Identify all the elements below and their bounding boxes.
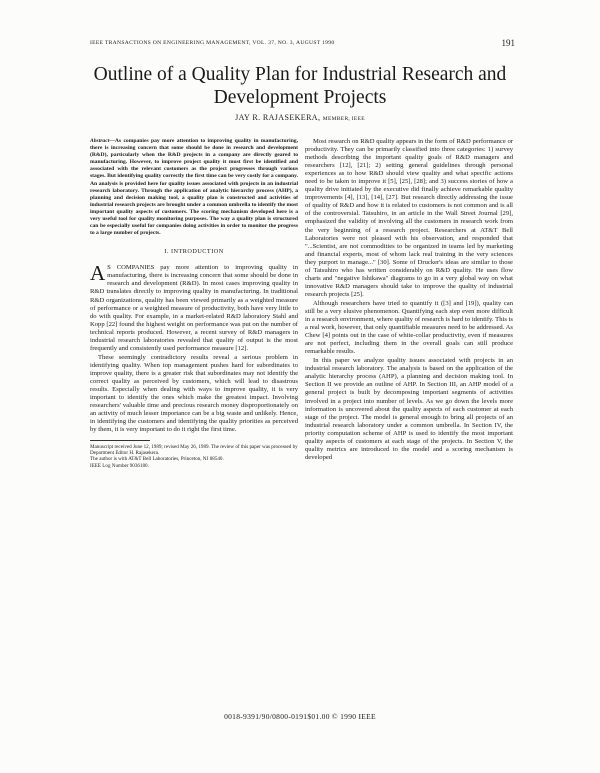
intro-paragraph-1 — [90, 261, 298, 353]
footnote-line-2: The author is with AT&T Bell Laboratories, Princeton, NJ 08540. — [90, 456, 224, 463]
running-head: IEEE TRANSACTIONS ON ENGINEERING MANAGEMENT, VOL. 37, NO. 3, AUGUST 1990 — [90, 40, 335, 46]
footnote-divider — [90, 440, 150, 441]
abstract-lead: Abstract — [90, 138, 110, 144]
paper-title: Outline of a Quality Plan for Industrial Research and Development Projects — [93, 64, 507, 108]
body-paragraph-3: In this paper we analyze quality issues associated with projects in an industrial research laboratory. The analysis is based on the application of the analytic hierarchy process (AHP), a planning and decision making tool. In Section II we provide an outline of AHP. In Section III, an AHP model of a general project is built by decomposing important segments of activities involved in a project into number of levels. As we go down the levels more information is uncovered about the quality aspects of each customer at each stage of the project. The model is general enough to bring all projects of an industrial research laboratory under a common umbrella. In Section IV, the priority computation scheme of AHP is used to identify the most important quality aspects of customers at each stage of the projects. In Section V, the quality metrics are introduced to the model and a scoring mechanism is developed — [305, 357, 513, 461]
section-heading: I. INTRODUCTION — [164, 248, 224, 256]
footnote-line-1: Manuscript received June 12, 1989; revised May 26, 1989. The review of this paper was processed by Department Editor H. Rajasekera. — [90, 444, 298, 457]
page-number: 191 — [501, 38, 515, 48]
abstract-text: —As companies pay more attention to improving quality in manufacturing, there is increasing concern that some should be done in research and development (R&D), particularly when the R&D projects in a company are directly geared to manufacturing. However, to improve project quality it must first be identified and associated with the relevant customers as the project progresses through various stages. But identifying quality correctly the first time can be very costly for a company. An analysis is provided here for quality issues associated with projects in an industrial research laboratory. Through the application of analytic hierarchy process (AHP), a planning and decision making tool, a quality plan is constructed and activities of industrial research projects are brought under a common umbrella to identify the most important quality aspects of customers. The scoring mechanism developed here is a very useful tool for quality monitoring purposes. The way a quality plan is structured can be especially useful for companies doing activities in order to monitor the progress to a large number of projects. — [90, 138, 298, 237]
drop-cap: A — [90, 261, 106, 286]
body-paragraph-2: Although researchers have tried to quantify it ([3] and [19]), quality can still be a very elusive phenomenon. Quantifying each step even more difficult in a research environment, where quality of research is hard to identify. This is a real work, however, that only quantifiable measures need to be addressed. As Chew [4] points out in the case of white-collar productivity, even if measures are not perfect, including them in the overall goals can still produce remarkable results. — [305, 299, 513, 356]
abstract — [90, 138, 298, 237]
author-line — [70, 113, 530, 122]
author-name: JAY R. RAJASEKERA, — [235, 113, 321, 122]
intro-paragraph-1-text: S COMPANIES pay more attention to improving quality in manufacturing, there is increasing concern that some should be done in research and development (R&D). In most cases improving quality in R&D translates directly to improving quality in manufacturing. In traditional R&D organizations, quality has been viewed primarily as a weighted measure of performance or a weighted measure of productivity, both have very little to do with quality. For example, in a market-related R&D laboratory Stahl and Kopp [22] found the highest weight on performance was put on the number of technical reports produced. However, a recent survey of R&D managers in industrial research laboratories revealed that quality of output is the most frequently and consistently used performance measure [12]. — [90, 264, 298, 352]
copyright-line: 0018-9391/90/0800-0191$01.00 © 1990 IEEE — [224, 712, 376, 721]
author-membership: MEMBER, IEEE — [322, 116, 365, 122]
footnote-line-3: IEEE Log Number 9036180. — [90, 462, 149, 469]
left-column — [90, 138, 298, 469]
body-paragraph-1: Most research on R&D quality appears in the form of R&D performance or productivity. They can be primarily classified into three categories: 1) survey methods describing the important quality goals of R&D managers and researchers [12], [21]; 2) setting general guidelines through personal experiences as to how R&D should view quality and what specific actions need to be taken to improve it [5], [25], [28]; and 3) success stories of how a quality drive initiated by the executive did finally achieve remarkable quality improvements [4], [13], [14], [27]. But research directly addressing the issue of quality of R&D and how it is related to customers is not common and is all of the controversial. Tatsuhiro, in an article in the Wall Street Journal [29], emphasized the validity of involving all the customers in research work from the very beginning of a research project. Researchers at AT&T Bell Laboratories were not pleased with his observation, and responded that "...Scientist, are not commodities to be organized in teams led by marketing and financial experts, most of whom lack real training in the very sciences they purport to manage..." [30]. Some of Drucker's ideas are similar to those of Tatsuhiro who has written considerably on R&D quality. He uses flow charts and "negative Ishikawa" diagrams to go in a very global way on what innovative R&D managers should take to improve the quality of industrial research projects [25]. — [305, 138, 513, 298]
right-column — [305, 138, 513, 463]
intro-paragraph-2: These seemingly contradictory results reveal a serious problem in identifying quality. When top management pushes hard for subordinates to improve quality, there is a greater risk that subordinates may not identify the correct quality as perceived by customers, which will lead to disastrous results. Especially when dealing with ways to improve quality, it is very important to identify the ones which make the greatest impact. Involving researchers' valuable time and precious research money disproportionately on an activity of much lesser importance can be a big waste and unlikely. Hence, in identifying the customers and identifying the quality priorities as perceived by them, it is very important to do it right the first time. — [90, 353, 298, 434]
